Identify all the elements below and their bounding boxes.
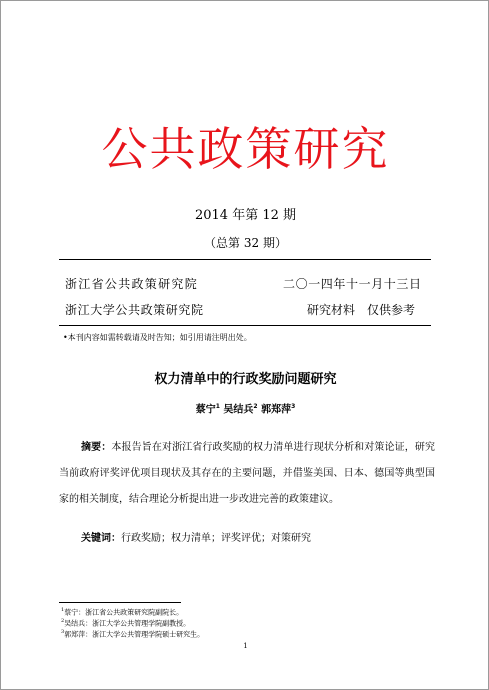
author-name: 郭郑萍	[261, 404, 292, 416]
footnote	[61, 619, 190, 627]
keywords-line	[81, 534, 311, 544]
bottom-rule	[59, 325, 431, 326]
footnote-mark: 2	[61, 618, 65, 624]
footnote-text: 蔡宁：浙江省公共政策研究院副院长。	[64, 608, 184, 617]
top-rule	[59, 259, 431, 260]
author-name: 蔡宁	[195, 404, 216, 416]
masthead-title: 公共政策研究	[101, 122, 390, 176]
author-footnote-mark: 1	[215, 403, 220, 410]
org-secondary: 浙江大学公共政策研究院	[65, 303, 204, 317]
footnote-mark: 3	[61, 629, 65, 635]
author-name: 吴结兵	[223, 404, 254, 416]
page-number: 1	[243, 642, 248, 650]
circulation-note: 研究材料 仅供参考	[307, 303, 416, 317]
issue-number: 2014 年第 12 期	[194, 208, 297, 223]
article-title: 权力清单中的行政奖励问题研究	[154, 372, 337, 387]
author-footnote-mark: 2	[253, 403, 258, 410]
footnote-separator	[59, 602, 181, 603]
footnote	[61, 630, 204, 638]
total-issue-number: （总第 32 期）	[204, 236, 287, 250]
abstract-paragraph	[59, 435, 435, 513]
footnote	[61, 608, 183, 616]
keywords-text: 行政奖励；权力清单；评奖评优；对策研究	[121, 533, 311, 544]
footnote-mark: 1	[61, 607, 65, 613]
publish-date: 二〇一四年十一月十三日	[283, 277, 422, 291]
footnote-text: 吴结兵：浙江大学公共管理学院副教授。	[64, 619, 191, 628]
abstract-text: 本报告旨在对浙江省行政奖励的权力清单进行现状分析和对策论证，研究当前政府评奖评优项目现状及其存在的主要问题，并借鉴美国、日本、德国等典型国家的相关制度，结合理论分析提出进一步改进完善的政策建议。	[59, 442, 436, 505]
keywords-label: 关键词：	[81, 533, 121, 544]
footnote-text: 郭郑萍：浙江大学公共管理学院硕士研究生。	[64, 630, 205, 639]
abstract-label: 摘要：	[81, 442, 112, 453]
author-footnote-mark: 3	[291, 403, 296, 410]
org-primary: 浙江省公共政策研究院	[65, 277, 199, 291]
author-list	[1, 404, 489, 415]
reprint-notice: •本刊内容如需转载请及时告知；如引用请注明出处。	[63, 333, 252, 342]
